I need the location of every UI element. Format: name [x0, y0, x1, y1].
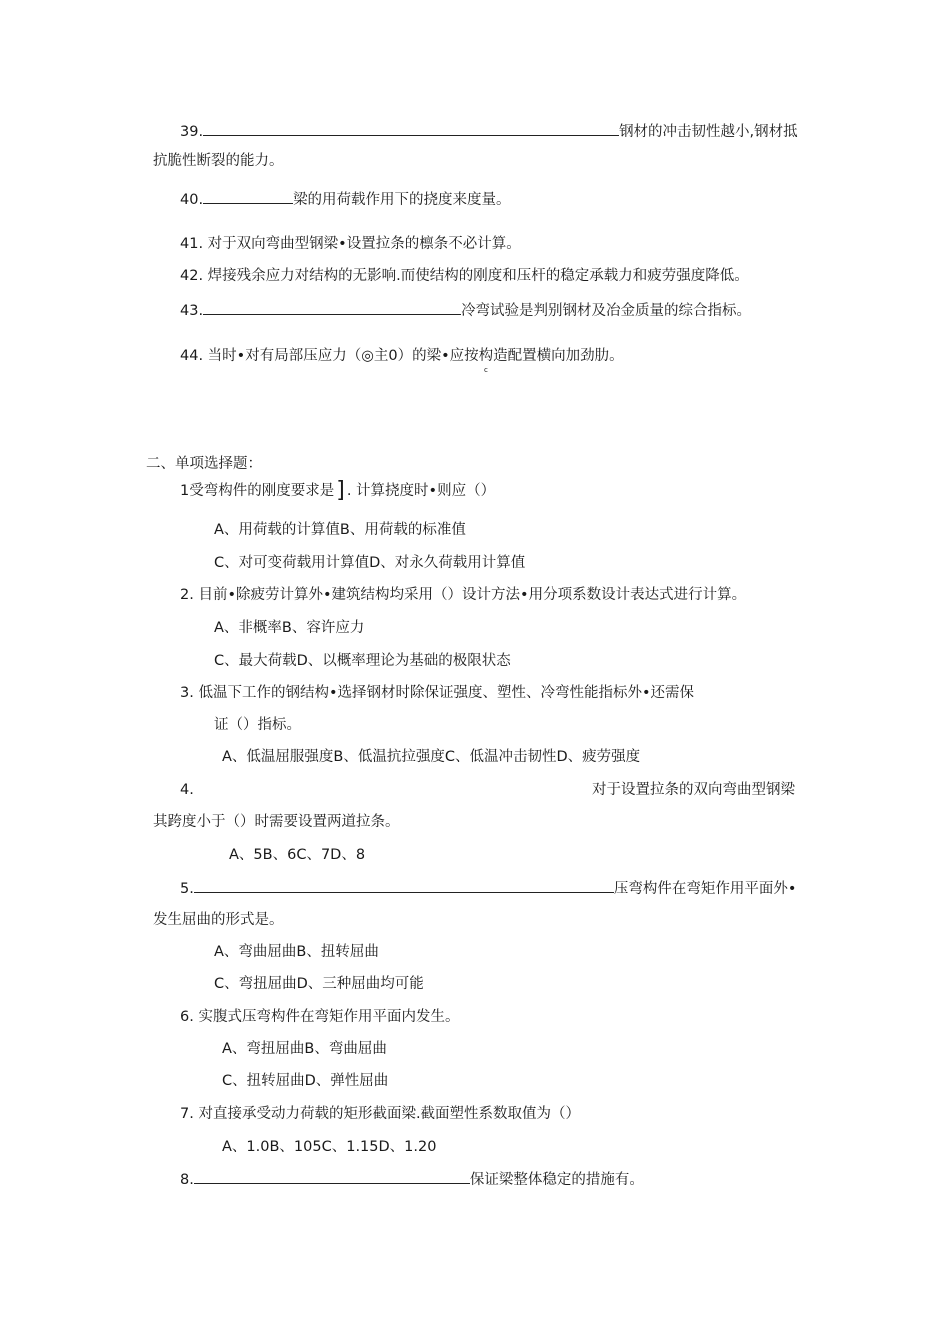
q40-blank: [203, 188, 293, 204]
q40-text: 梁的用荷载作用下的挠度来度量。: [293, 192, 511, 208]
s4-text: 对于设置拉条的双向弯曲型钢梁: [592, 782, 795, 798]
s7-line: 7. 对直接承受动力荷载的矩形截面梁.截面塑性系数取值为（）: [180, 1106, 581, 1122]
section-title: 二、单项选择题：: [146, 456, 262, 472]
s5-options-a: A、弯曲屈曲B、扭转屈曲: [214, 944, 379, 960]
s4-options: A、5B、6C、7D、8: [229, 847, 366, 863]
s2-options-a: A、非概率B、容许应力: [214, 620, 365, 636]
s1-line: [180, 478, 496, 503]
q43-text: 冷弯试验是判别钢材及冶金质量的综合指标。: [461, 303, 752, 319]
s1-stem: 1受弯构件的刚度要求是: [180, 483, 335, 499]
s8-line: [180, 1168, 644, 1190]
s2-line: 2. 目前•除疲劳计算外•建筑结构均采用（）设计方法•用分项系数设计表达式进行计算。: [180, 587, 747, 603]
q43-line: [180, 299, 751, 321]
q43-number: 43.: [180, 303, 204, 319]
q39-line: [180, 120, 798, 142]
q40-line: [180, 188, 511, 210]
q39-number: 39.: [180, 124, 204, 140]
s6-options-c: C、扭转屈曲D、弹性屈曲: [222, 1073, 389, 1089]
s4-continuation: 其跨度小于（）时需要设置两道拉条。: [153, 814, 400, 830]
s5-continuation: 发生屈曲的形式是。: [153, 912, 284, 928]
s1-options-a: A、用荷载的计算值B、用荷载的标准值: [214, 522, 466, 538]
s3-continuation: 证（）指标。: [214, 717, 301, 733]
q40-number: 40.: [180, 192, 204, 208]
q44-line: 44. 当时•对有局部压应力（◎主0）的梁•应按构造配置横向加劲肋。: [180, 348, 624, 364]
s8-number: 8.: [180, 1172, 194, 1188]
q42-line: 42. 焊接残余应力对结构的无影响.而使结构的刚度和压杆的稳定承载力和疲劳强度降低。: [180, 268, 749, 284]
q41-line: 41. 对于双向弯曲型钢梁•设置拉条的檩条不必计算。: [180, 236, 521, 252]
s6-options-a: A、弯扭屈曲B、弯曲屈曲: [222, 1041, 387, 1057]
s5-options-c: C、弯扭屈曲D、三种屈曲均可能: [214, 976, 424, 992]
s8-text: 保证梁整体稳定的措施有。: [469, 1172, 644, 1188]
q43-blank: [203, 299, 461, 315]
s8-blank: [194, 1168, 470, 1184]
s1-bracket-mark: ]: [336, 478, 345, 503]
s1-stem-tail: . 计算挠度时•则应（）: [346, 483, 496, 499]
q39-blank: [203, 120, 619, 136]
q39-continuation: 抗脆性断裂的能力。: [153, 153, 284, 169]
s3-line: 3. 低温下工作的钢结构•选择钢材时除保证强度、塑性、冷弯性能指标外•还需保: [180, 685, 695, 701]
s5-text: 压弯构件在弯矩作用平面外•: [613, 881, 797, 897]
s6-line: 6. 实腹式压弯构件在弯矩作用平面内发生。: [180, 1009, 460, 1025]
s5-blank: [194, 877, 614, 893]
s3-options: A、低温屈服强度B、低温抗拉强度C、低温冲击韧性D、疲劳强度: [222, 749, 641, 765]
s5-line: [180, 877, 796, 899]
q39-text: 钢材的冲击韧性越小,钢材抵: [619, 124, 798, 140]
s4-number: 4.: [180, 782, 194, 798]
s2-options-c: C、最大荷载D、以概率理论为基础的极限状态: [214, 653, 511, 669]
s5-number: 5.: [180, 881, 194, 897]
s7-options: A、1.0B、105C、1.15D、1.20: [222, 1139, 437, 1155]
s1-options-c: C、对可变荷载用计算值D、对永久荷载用计算值: [214, 555, 526, 571]
q44-subscript: c: [484, 366, 488, 374]
